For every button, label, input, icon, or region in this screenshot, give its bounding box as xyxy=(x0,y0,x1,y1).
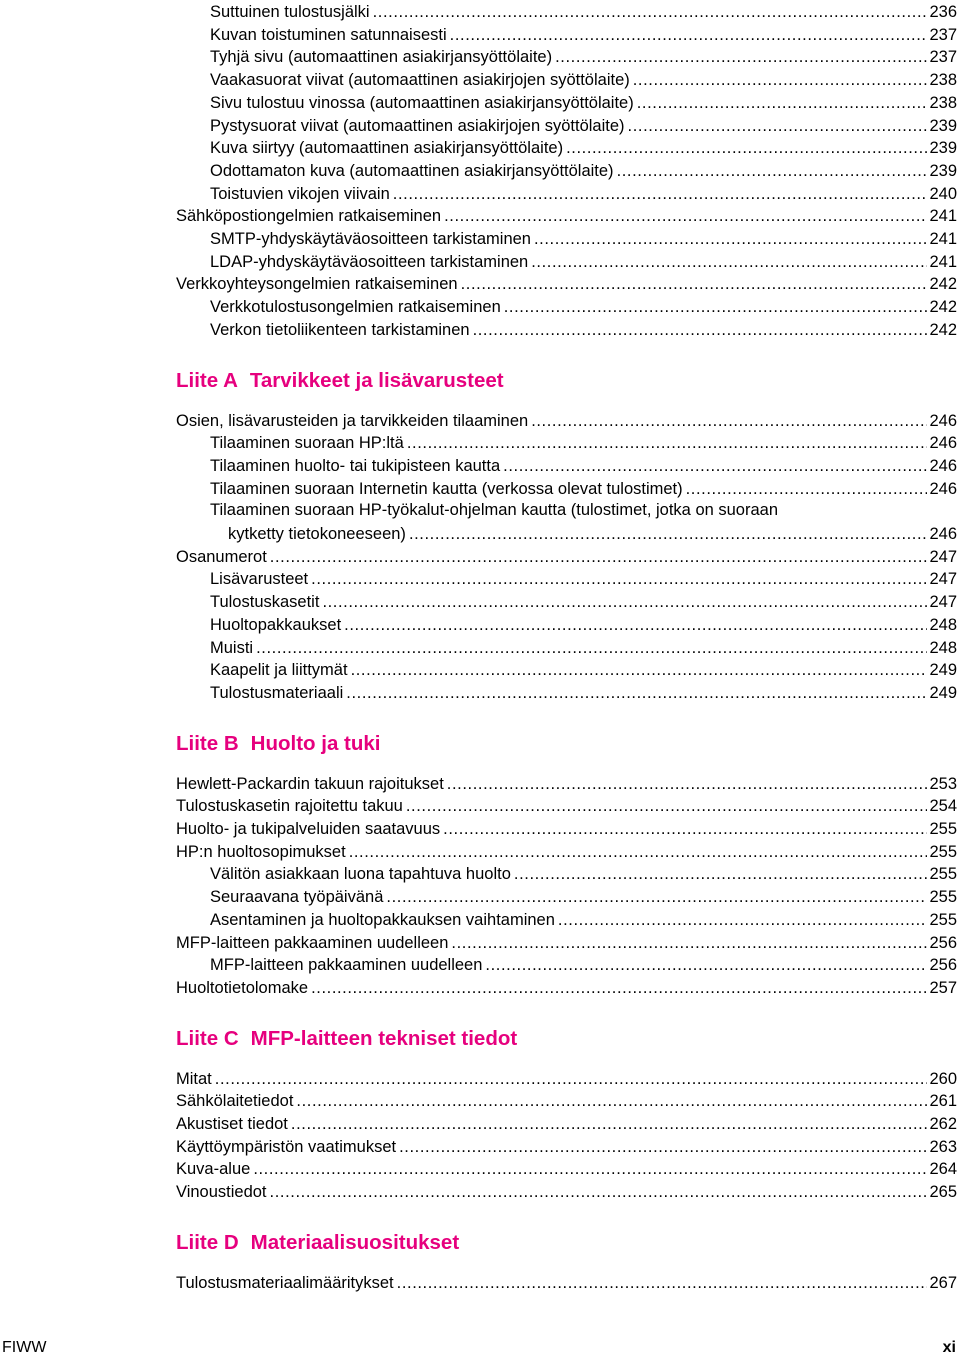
footer-language-code: FIWW xyxy=(2,1339,47,1356)
dot-leader xyxy=(485,955,927,975)
dot-leader xyxy=(322,592,927,612)
toc-entry-page: 241 xyxy=(929,207,957,226)
toc-entry[interactable] xyxy=(210,67,957,90)
toc-entry-title: Välitön asiakkaan luona tapahtuva huolto xyxy=(210,865,511,884)
dot-leader xyxy=(450,25,928,45)
toc-entry[interactable] xyxy=(210,44,957,67)
toc-entry-page: 237 xyxy=(929,25,957,44)
toc-entry[interactable] xyxy=(176,1179,957,1202)
dot-leader xyxy=(443,819,927,839)
toc-entry-title: Verkon tietoliikenteen tarkistaminen xyxy=(210,320,470,339)
toc-entry[interactable] xyxy=(210,952,957,975)
toc-entry-title: Toistuvien vikojen viivain xyxy=(210,184,390,203)
toc-entry-title: Kuvan toistuminen satunnaisesti xyxy=(210,25,447,44)
toc-entry-title: Akustiset tiedot xyxy=(176,1115,288,1133)
toc-entry-title: Kaapelit ja liittymät xyxy=(210,661,348,680)
toc-entry-title: Pystysuorat viivat (automaattinen asiakirjojen syöttölaite) xyxy=(210,116,625,135)
toc-entry[interactable] xyxy=(176,771,957,794)
dot-leader xyxy=(531,252,927,272)
dot-leader xyxy=(628,116,928,136)
footer-page-number: xi xyxy=(942,1339,956,1356)
dot-leader xyxy=(461,274,928,294)
toc-entry[interactable] xyxy=(210,566,957,589)
toc-entry-page: 264 xyxy=(929,1160,957,1179)
toc-entry[interactable] xyxy=(210,158,957,181)
toc-entry-title: MFP-laitteen pakkaaminen uudelleen xyxy=(176,933,449,952)
toc-entry[interactable] xyxy=(176,544,957,567)
toc-entry[interactable] xyxy=(210,907,957,930)
toc-entry-page: 253 xyxy=(929,774,957,793)
toc-entry-title: Tilaaminen huolto- tai tukipisteen kautta xyxy=(210,456,501,475)
dot-leader xyxy=(451,933,927,953)
toc-entry[interactable] xyxy=(176,793,957,816)
section-heading xyxy=(176,1230,459,1256)
toc-entry-title: Tilaaminen suoraan Internetin kautta (verkossa olevat tulostimet) xyxy=(210,479,683,498)
toc-entry-page: 256 xyxy=(929,956,957,975)
section-label: Liite A xyxy=(176,368,238,392)
toc-entry-title: Odottamaton kuva (automaattinen asiakirjansyöttölaite) xyxy=(210,161,614,180)
toc-entry[interactable] xyxy=(210,294,957,317)
dot-leader xyxy=(407,433,928,453)
toc-entry-page: 248 xyxy=(929,638,957,657)
toc-entry[interactable] xyxy=(210,113,957,136)
toc-entry-page: 255 xyxy=(929,910,957,929)
dot-leader xyxy=(399,1137,927,1157)
toc-entry[interactable] xyxy=(176,1134,957,1157)
toc-entry-title: Huoltopakkaukset xyxy=(210,615,342,634)
toc-entry[interactable] xyxy=(210,861,957,884)
toc-entry[interactable] xyxy=(176,203,957,226)
toc-entry[interactable] xyxy=(176,816,957,839)
toc-entry[interactable] xyxy=(176,1270,957,1293)
dot-leader xyxy=(344,615,927,635)
toc-entry-title: Tulostuskasetit xyxy=(210,593,320,612)
dot-leader xyxy=(566,138,927,158)
toc-entry-page: 262 xyxy=(929,1115,957,1133)
toc-entry[interactable] xyxy=(176,408,957,431)
toc-entry-title: Suttuinen tulostusjälki xyxy=(210,3,370,21)
toc-entry-page: 237 xyxy=(929,48,957,67)
toc-entry[interactable] xyxy=(210,635,957,658)
section-title: Tarvikkeet ja lisävarusteet xyxy=(249,368,504,392)
dot-leader xyxy=(558,910,928,930)
section-title: Materiaalisuositukset xyxy=(250,1230,460,1254)
toc-entry-page: 242 xyxy=(929,275,957,294)
toc-entry-page: 247 xyxy=(929,593,957,612)
toc-entry[interactable] xyxy=(176,1088,957,1111)
toc-entry-page: 249 xyxy=(929,683,957,702)
toc-entry-title: Sivu tulostuu vinossa (automaattinen asiakirjansyöttölaite) xyxy=(210,93,634,112)
section-label: Liite C xyxy=(176,1026,239,1050)
toc-entry[interactable] xyxy=(176,975,957,998)
toc-entry-title: Käyttöympäristön vaatimukset xyxy=(176,1137,397,1156)
toc-entry[interactable] xyxy=(210,612,957,635)
toc-entry[interactable] xyxy=(176,1156,957,1179)
dot-leader xyxy=(406,796,928,816)
dot-leader xyxy=(503,456,927,476)
toc-entry-title: Osien, lisävarusteiden ja tarvikkeiden tilaaminen xyxy=(176,411,529,430)
toc-entry[interactable] xyxy=(228,521,957,544)
section-title: Huolto ja tuki xyxy=(250,731,381,755)
dot-leader xyxy=(253,1159,927,1179)
toc-entry[interactable] xyxy=(210,135,957,158)
section-title: MFP-laitteen tekniset tiedot xyxy=(250,1026,518,1050)
toc-entry[interactable] xyxy=(210,680,957,703)
toc-entry-page: 238 xyxy=(929,93,957,112)
dot-leader xyxy=(633,70,928,90)
section-heading xyxy=(176,1026,517,1052)
toc-entry[interactable] xyxy=(210,226,957,249)
toc-entry-title: Hewlett-Packardin takuun rajoitukset xyxy=(176,774,444,793)
dot-leader xyxy=(637,93,928,113)
dot-leader xyxy=(349,842,928,862)
toc-entry-page: 255 xyxy=(929,842,957,861)
dot-leader xyxy=(215,1069,928,1089)
toc-entry-page: 246 xyxy=(929,434,957,453)
toc-entry-page: 249 xyxy=(929,661,957,680)
toc-entry[interactable] xyxy=(210,589,957,612)
toc-entry-page: 247 xyxy=(929,547,957,566)
toc-entry-title: Kuva siirtyy (automaattinen asiakirjansyöttölaite) xyxy=(210,139,564,158)
toc-entry-title: Vaakasuorat viivat (automaattinen asiakirjojen syöttölaite) xyxy=(210,71,630,90)
toc-entry[interactable] xyxy=(210,249,957,272)
toc-entry[interactable] xyxy=(210,90,957,113)
dot-leader xyxy=(291,1114,928,1134)
toc-entry[interactable] xyxy=(210,657,957,680)
toc-entry-title: Vinoustiedot xyxy=(176,1183,267,1202)
toc-entry-title: Verkkotulostusongelmien ratkaiseminen xyxy=(210,298,501,317)
toc-entry-title: LDAP-yhdyskäytäväosoitteen tarkistaminen xyxy=(210,252,529,271)
toc-entry-page: 255 xyxy=(929,865,957,884)
dot-leader xyxy=(393,184,928,204)
toc-entry[interactable] xyxy=(210,430,957,453)
toc-entry-page: 239 xyxy=(929,116,957,135)
toc-entry[interactable] xyxy=(176,1066,957,1089)
toc-entry[interactable] xyxy=(210,476,957,499)
toc-entry-page: 236 xyxy=(929,3,957,21)
dot-leader xyxy=(256,638,927,658)
toc-entry[interactable] xyxy=(210,22,957,45)
dot-leader xyxy=(311,978,927,998)
dot-leader xyxy=(373,2,928,22)
toc-entry[interactable] xyxy=(210,0,957,22)
toc-entry-page: 261 xyxy=(929,1092,957,1111)
toc-entry-page: 239 xyxy=(929,139,957,158)
toc-entry-page: 257 xyxy=(929,978,957,997)
dot-leader xyxy=(555,47,927,67)
dot-leader xyxy=(534,229,928,249)
dot-leader xyxy=(444,206,927,226)
toc-entry-title: Tulostusmateriaalimääritykset xyxy=(176,1273,394,1292)
toc-entry-page: 239 xyxy=(929,161,957,180)
dot-leader xyxy=(311,569,927,589)
section-label: Liite D xyxy=(176,1230,239,1254)
toc-entry-page: 247 xyxy=(929,570,957,589)
toc-entry[interactable] xyxy=(176,839,957,862)
toc-entry-page: 246 xyxy=(929,456,957,475)
toc-entry-title: Muisti xyxy=(210,638,254,657)
toc-entry[interactable] xyxy=(176,1111,957,1134)
dot-leader xyxy=(270,547,928,567)
toc-entry-title: Tyhjä sivu (automaattinen asiakirjansyöttölaite) xyxy=(210,48,553,67)
dot-leader xyxy=(346,683,927,703)
toc-entry-title: kytketty tietokoneeseen) xyxy=(228,525,406,543)
toc-entry-title: Mitat xyxy=(176,1069,212,1088)
toc-entry-page: 242 xyxy=(929,298,957,317)
section-label: Liite B xyxy=(176,731,239,755)
toc-entry-title: Lisävarusteet xyxy=(210,570,309,589)
toc-entry-title: Huolto- ja tukipalveluiden saatavuus xyxy=(176,820,441,838)
toc-entry[interactable] xyxy=(210,453,957,476)
toc-entry-page: 267 xyxy=(929,1273,957,1292)
dot-leader xyxy=(473,320,928,340)
toc-entry-page: 263 xyxy=(929,1137,957,1156)
toc-entry-page: 241 xyxy=(929,230,957,248)
toc-entry-page: 255 xyxy=(929,888,957,907)
dot-leader xyxy=(514,864,928,884)
dot-leader xyxy=(270,1182,928,1202)
toc-entry-page: 238 xyxy=(929,71,957,90)
toc-entry-title: Kuva-alue xyxy=(176,1160,251,1179)
toc-entry-title: Huoltotietolomake xyxy=(176,978,309,997)
toc-entry[interactable] xyxy=(210,317,957,340)
toc-entry-title: MFP-laitteen pakkaaminen uudelleen xyxy=(210,956,483,975)
dot-leader xyxy=(686,479,928,499)
toc-entry-page: 260 xyxy=(929,1069,957,1088)
toc-entry-title: Tilaaminen suoraan HP:ltä xyxy=(210,434,404,453)
toc-entry-page: 246 xyxy=(929,411,957,430)
dot-leader xyxy=(617,161,928,181)
section-heading xyxy=(176,368,504,394)
toc-entry-title: Tulostuskasetin rajoitettu takuu xyxy=(176,797,403,816)
toc-entry-title: Verkkoyhteysongelmien ratkaiseminen xyxy=(176,275,458,294)
toc-entry-title: HP:n huoltosopimukset xyxy=(176,842,346,861)
toc-entry-title: Seuraavana työpäivänä xyxy=(210,888,384,907)
toc-entry-page: 246 xyxy=(929,525,957,543)
toc-entry-page: 255 xyxy=(929,820,957,838)
toc-entry-title: Asentaminen ja huoltopakkauksen vaihtaminen xyxy=(210,910,555,929)
toc-entry-page: 242 xyxy=(929,320,957,339)
toc-entry[interactable] xyxy=(210,181,957,204)
toc-entry-title: SMTP-yhdyskäytäväosoitteen tarkistaminen xyxy=(210,230,531,248)
toc-entry-title: Sähköpostiongelmien ratkaiseminen xyxy=(176,207,442,226)
section-heading xyxy=(176,731,380,757)
toc-entry[interactable] xyxy=(176,271,957,294)
toc-entry-title: Tulostusmateriaali xyxy=(210,683,344,702)
dot-leader xyxy=(447,774,928,794)
dot-leader xyxy=(296,1091,927,1111)
toc-entry-title-line: Tilaaminen suoraan HP-työkalut-ohjelman kautta (tulostimet, jotka on suoraan xyxy=(210,501,779,520)
toc-entry-page: 265 xyxy=(929,1183,957,1202)
dot-leader xyxy=(531,411,927,431)
toc-entry[interactable] xyxy=(176,930,957,953)
toc-entry-page: 241 xyxy=(929,252,957,271)
toc-entry[interactable] xyxy=(210,884,957,907)
dot-leader xyxy=(409,524,928,544)
toc-entry-page: 246 xyxy=(929,479,957,498)
toc-entry-page: 248 xyxy=(929,615,957,634)
dot-leader xyxy=(397,1273,928,1293)
dot-leader xyxy=(386,887,927,907)
toc-entry-title: Osanumerot xyxy=(176,547,267,566)
dot-leader xyxy=(504,297,928,317)
toc-entry-page: 256 xyxy=(929,933,957,952)
dot-leader xyxy=(351,660,928,680)
toc-entry-page: 254 xyxy=(929,797,957,816)
toc-entry-title: Sähkölaitetiedot xyxy=(176,1092,294,1111)
toc-entry-page: 240 xyxy=(929,184,957,203)
